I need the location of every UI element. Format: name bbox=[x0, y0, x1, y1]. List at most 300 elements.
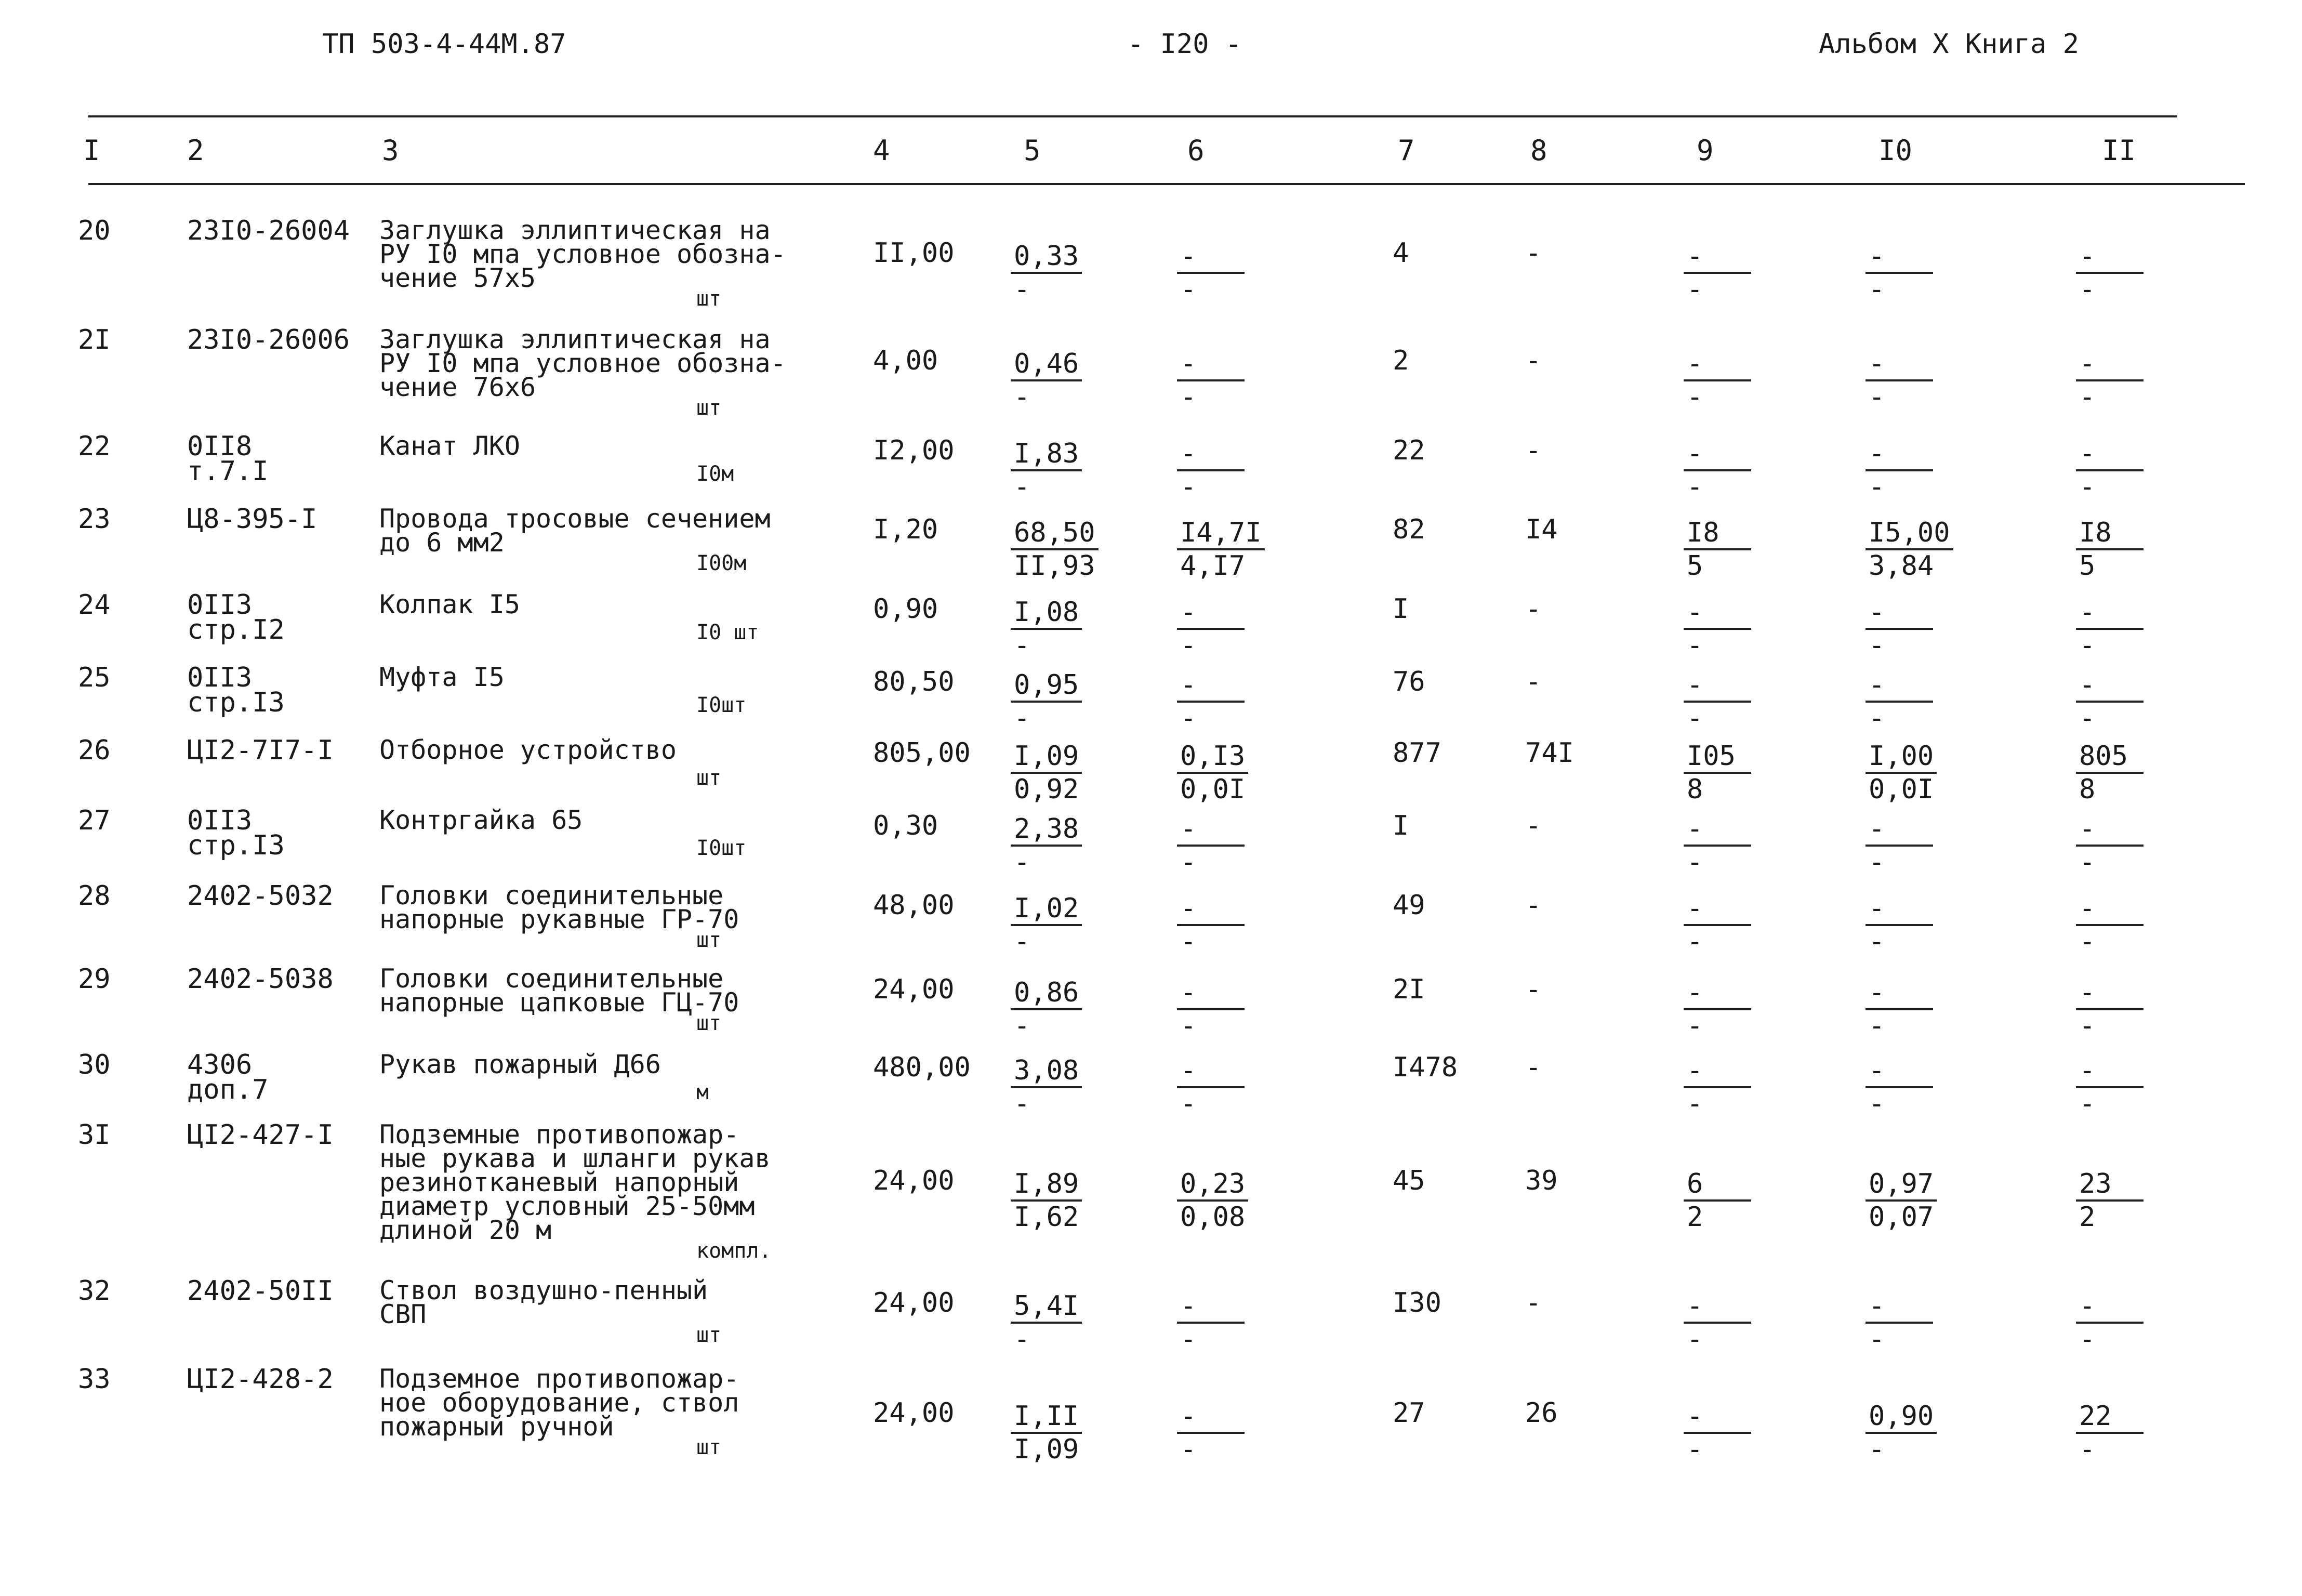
item-name bbox=[379, 1364, 739, 1442]
fraction-numerator: - bbox=[1177, 1055, 1245, 1088]
fraction-c5 bbox=[1011, 348, 1082, 413]
item-name bbox=[379, 662, 505, 692]
fraction-c5 bbox=[1011, 1055, 1082, 1119]
fraction-numerator: 22 bbox=[2076, 1401, 2144, 1434]
fraction-numerator: 0,86 bbox=[1011, 977, 1082, 1010]
fraction-numerator: - bbox=[1866, 669, 1933, 703]
fraction-denominator: - bbox=[1014, 381, 1030, 413]
fraction-numerator: - bbox=[1684, 348, 1751, 381]
fraction-c6 bbox=[1177, 893, 1245, 957]
item-code bbox=[187, 215, 350, 246]
fraction-numerator: - bbox=[2076, 813, 2144, 847]
fraction-numerator: - bbox=[2076, 348, 2144, 381]
item-unit: шт bbox=[696, 928, 722, 952]
fraction-denominator: - bbox=[1869, 630, 1885, 661]
fraction-c5 bbox=[1011, 813, 1082, 878]
item-name-line: Рукав пожарный Д66 bbox=[379, 1049, 661, 1079]
item-code bbox=[187, 589, 285, 645]
fraction-denominator: 0,0I bbox=[1180, 774, 1246, 805]
fraction-c11 bbox=[2076, 1290, 2144, 1355]
fraction-c5 bbox=[1011, 438, 1082, 503]
fraction-denominator: - bbox=[1180, 926, 1197, 957]
item-name-line: Канат ЛКО bbox=[379, 431, 520, 461]
fraction-numerator: - bbox=[1177, 348, 1245, 381]
item-name-line: РУ I0 мпа условное обозна- bbox=[379, 239, 786, 269]
fraction-c11 bbox=[2076, 893, 2144, 957]
fraction-denominator: - bbox=[1180, 630, 1197, 661]
item-name-line: ное оборудование, ствол bbox=[379, 1388, 739, 1418]
row-number: 25 bbox=[78, 662, 111, 693]
fraction-denominator: - bbox=[1180, 471, 1197, 503]
fraction-denominator: 2 bbox=[1687, 1202, 1703, 1233]
fraction-numerator: - bbox=[1866, 1290, 1933, 1324]
value-col-7: 76 bbox=[1393, 666, 1425, 697]
col-header-9: 9 bbox=[1697, 134, 1714, 167]
fraction-c10 bbox=[1866, 1055, 1933, 1119]
item-code bbox=[187, 1364, 334, 1395]
row-number: 28 bbox=[78, 880, 111, 912]
document-code: ТП 503-4-44М.87 bbox=[322, 29, 566, 60]
fraction-c10 bbox=[1866, 813, 1933, 878]
fraction-c9 bbox=[1684, 1290, 1751, 1355]
fraction-numerator: - bbox=[1866, 597, 1933, 630]
row-number: 30 bbox=[78, 1049, 111, 1080]
value-col-4: 24,00 bbox=[873, 1165, 955, 1196]
item-code-line: 2402-5038 bbox=[187, 964, 334, 995]
fraction-denominator: - bbox=[1687, 274, 1703, 305]
value-col-7: I bbox=[1393, 593, 1409, 625]
fraction-numerator: 6 bbox=[1684, 1168, 1751, 1202]
item-code bbox=[187, 735, 334, 766]
fraction-c5 bbox=[1011, 1401, 1082, 1465]
item-code-line: 23I0-26004 bbox=[187, 215, 350, 246]
row-number: 20 bbox=[78, 215, 111, 246]
fraction-numerator: - bbox=[1684, 597, 1751, 630]
item-unit: шт bbox=[696, 1011, 722, 1035]
item-name-line: ные рукава и шланги рукав bbox=[379, 1143, 771, 1173]
value-col-8: - bbox=[1525, 1052, 1542, 1083]
item-name-line: Подземное противопожар- bbox=[379, 1364, 739, 1394]
fraction-numerator: - bbox=[1684, 1055, 1751, 1088]
item-unit: I00м bbox=[696, 551, 747, 575]
fraction-c5 bbox=[1011, 669, 1082, 734]
fraction-c5 bbox=[1011, 977, 1082, 1041]
fraction-denominator: - bbox=[1014, 703, 1030, 734]
item-name bbox=[379, 324, 786, 402]
fraction-c11 bbox=[2076, 517, 2144, 582]
item-name-line: Колпак I5 bbox=[379, 589, 520, 619]
fraction-denominator: - bbox=[1014, 1010, 1030, 1041]
item-code bbox=[187, 1275, 334, 1307]
item-name bbox=[379, 589, 520, 619]
fraction-denominator: 0,0I bbox=[1869, 774, 1934, 805]
value-col-7: I30 bbox=[1393, 1287, 1441, 1318]
item-unit: шт bbox=[696, 287, 722, 311]
fraction-denominator: - bbox=[1180, 274, 1197, 305]
value-col-8: 74I bbox=[1525, 737, 1574, 769]
value-col-7: 82 bbox=[1393, 514, 1425, 545]
value-col-4: 24,00 bbox=[873, 1287, 955, 1318]
row-number: 3I bbox=[78, 1119, 111, 1151]
fraction-numerator: - bbox=[1866, 813, 1933, 847]
value-col-7: 49 bbox=[1393, 890, 1425, 921]
fraction-denominator: - bbox=[2079, 471, 2096, 503]
fraction-numerator: - bbox=[1177, 813, 1245, 847]
page-number: - I20 - bbox=[1128, 29, 1242, 60]
item-unit: I0шт bbox=[696, 693, 747, 717]
item-name-line: диаметр условный 25-50мм bbox=[379, 1191, 755, 1221]
item-unit: шт bbox=[696, 766, 722, 790]
item-name-line: Подземные противопожар- bbox=[379, 1119, 739, 1150]
fraction-numerator: I,02 bbox=[1011, 893, 1082, 926]
fraction-c9 bbox=[1684, 741, 1751, 805]
fraction-numerator: I,83 bbox=[1011, 438, 1082, 471]
item-code-line: 2402-5032 bbox=[187, 880, 334, 912]
fraction-denominator: - bbox=[1014, 274, 1030, 305]
fraction-denominator: 5 bbox=[1687, 550, 1703, 582]
item-code bbox=[187, 324, 350, 355]
fraction-c6 bbox=[1177, 1168, 1248, 1233]
item-code bbox=[187, 431, 269, 487]
fraction-numerator: - bbox=[2076, 669, 2144, 703]
item-name-line: напорные цапковые ГЦ-70 bbox=[379, 987, 739, 1018]
fraction-c10 bbox=[1866, 1290, 1933, 1355]
fraction-c10 bbox=[1866, 241, 1933, 305]
fraction-denominator: - bbox=[2079, 926, 2096, 957]
fraction-numerator: I,00 bbox=[1866, 741, 1937, 774]
fraction-denominator: - bbox=[1687, 471, 1703, 503]
value-col-8: 39 bbox=[1525, 1165, 1558, 1196]
fraction-denominator: 5 bbox=[2079, 550, 2096, 582]
fraction-denominator: - bbox=[2079, 381, 2096, 413]
fraction-numerator: - bbox=[2076, 977, 2144, 1010]
fraction-numerator: - bbox=[1684, 438, 1751, 471]
fraction-c6 bbox=[1177, 1290, 1245, 1355]
fraction-numerator: 805 bbox=[2076, 741, 2144, 774]
value-col-8: - bbox=[1525, 890, 1542, 921]
item-name bbox=[379, 1119, 771, 1245]
fraction-denominator: - bbox=[1014, 926, 1030, 957]
fraction-numerator: - bbox=[1684, 1401, 1751, 1434]
fraction-c9 bbox=[1684, 893, 1751, 957]
item-name-line: до 6 мм2 bbox=[379, 527, 505, 558]
fraction-denominator: 8 bbox=[2079, 774, 2096, 805]
value-col-8: - bbox=[1525, 593, 1542, 625]
fraction-denominator: - bbox=[2079, 703, 2096, 734]
item-code-line: ЦI2-427-I bbox=[187, 1119, 334, 1151]
item-unit: компл. bbox=[696, 1239, 772, 1263]
item-name bbox=[379, 1049, 661, 1079]
value-col-4: I,20 bbox=[873, 514, 938, 545]
item-code-line: стр.I3 bbox=[187, 830, 285, 861]
fraction-c10 bbox=[1866, 893, 1933, 957]
fraction-numerator: - bbox=[1684, 893, 1751, 926]
fraction-numerator: 0,33 bbox=[1011, 241, 1082, 274]
fraction-numerator: - bbox=[1684, 977, 1751, 1010]
fraction-denominator: - bbox=[1180, 1010, 1197, 1041]
fraction-c11 bbox=[2076, 813, 2144, 878]
row-number: 27 bbox=[78, 805, 111, 836]
fraction-numerator: - bbox=[1866, 977, 1933, 1010]
fraction-c9 bbox=[1684, 1168, 1751, 1233]
fraction-denominator: - bbox=[1180, 1324, 1197, 1355]
fraction-denominator: - bbox=[1014, 630, 1030, 661]
fraction-denominator: II,93 bbox=[1014, 550, 1095, 582]
fraction-numerator: I5,00 bbox=[1866, 517, 1953, 550]
col-header-8: 8 bbox=[1530, 134, 1547, 167]
fraction-c9 bbox=[1684, 977, 1751, 1041]
table-top-rule bbox=[88, 115, 2177, 117]
item-code-line: 0II3 bbox=[187, 662, 253, 693]
fraction-c10 bbox=[1866, 348, 1933, 413]
fraction-denominator: - bbox=[1869, 1010, 1885, 1041]
fraction-numerator: - bbox=[2076, 1055, 2144, 1088]
item-name-line: РУ I0 мпа условное обозна- bbox=[379, 348, 786, 378]
fraction-c11 bbox=[2076, 669, 2144, 734]
value-col-8: - bbox=[1525, 435, 1542, 466]
item-code-line: 0II3 bbox=[187, 805, 253, 836]
fraction-denominator: 8 bbox=[1687, 774, 1703, 805]
fraction-c9 bbox=[1684, 241, 1751, 305]
item-unit: I0шт bbox=[696, 836, 747, 860]
fraction-numerator: - bbox=[1177, 1290, 1245, 1324]
item-code-line: стр.I3 bbox=[187, 687, 285, 718]
item-name bbox=[379, 504, 771, 558]
fraction-numerator: - bbox=[2076, 438, 2144, 471]
item-code-line: 4306 bbox=[187, 1049, 253, 1080]
fraction-denominator: 3,84 bbox=[1869, 550, 1934, 582]
fraction-denominator: - bbox=[1180, 1088, 1197, 1119]
fraction-denominator: - bbox=[1687, 1434, 1703, 1465]
value-col-4: 24,00 bbox=[873, 1397, 955, 1429]
fraction-c11 bbox=[2076, 597, 2144, 661]
fraction-denominator: - bbox=[2079, 274, 2096, 305]
fraction-denominator: 0,07 bbox=[1869, 1202, 1934, 1233]
fraction-numerator: I05 bbox=[1684, 741, 1751, 774]
item-unit: шт bbox=[696, 1323, 722, 1347]
fraction-c9 bbox=[1684, 597, 1751, 661]
row-number: 2I bbox=[78, 324, 111, 355]
item-name bbox=[379, 735, 677, 765]
fraction-numerator: - bbox=[1177, 669, 1245, 703]
album-label: Альбом X Книга 2 bbox=[1819, 29, 2079, 60]
fraction-c10 bbox=[1866, 438, 1933, 503]
fraction-numerator: I,09 bbox=[1011, 741, 1082, 774]
fraction-c10 bbox=[1866, 741, 1937, 805]
fraction-denominator: - bbox=[1180, 1434, 1197, 1465]
value-col-7: I bbox=[1393, 810, 1409, 841]
value-col-4: 48,00 bbox=[873, 890, 955, 921]
item-code-line: т.7.I bbox=[187, 456, 269, 487]
value-col-4: I2,00 bbox=[873, 435, 955, 466]
fraction-c10 bbox=[1866, 977, 1933, 1041]
item-code bbox=[187, 504, 317, 535]
item-unit: шт bbox=[696, 396, 722, 420]
fraction-numerator: 0,46 bbox=[1011, 348, 1082, 381]
item-name bbox=[379, 964, 739, 1018]
value-col-4: 80,50 bbox=[873, 666, 955, 697]
item-name-line: напорные рукавные ГР-70 bbox=[379, 904, 739, 934]
fraction-denominator: - bbox=[1014, 1324, 1030, 1355]
fraction-numerator: - bbox=[1684, 241, 1751, 274]
col-header-2: 2 bbox=[187, 134, 204, 167]
fraction-denominator: - bbox=[2079, 1324, 2096, 1355]
fraction-numerator: - bbox=[1866, 438, 1933, 471]
value-col-8: - bbox=[1525, 810, 1542, 841]
fraction-denominator: - bbox=[1014, 847, 1030, 878]
fraction-numerator: 23 bbox=[2076, 1168, 2144, 1202]
fraction-denominator: - bbox=[1180, 847, 1197, 878]
fraction-denominator: - bbox=[2079, 1010, 2096, 1041]
fraction-numerator: - bbox=[1177, 893, 1245, 926]
fraction-denominator: - bbox=[1014, 471, 1030, 503]
fraction-denominator: - bbox=[1869, 847, 1885, 878]
fraction-c5 bbox=[1011, 741, 1082, 805]
fraction-numerator: - bbox=[1177, 438, 1245, 471]
item-code bbox=[187, 805, 285, 861]
item-name-line: Головки соединительные bbox=[379, 964, 724, 994]
value-col-7: 4 bbox=[1393, 238, 1409, 269]
fraction-c6 bbox=[1177, 348, 1245, 413]
fraction-numerator: I8 bbox=[2076, 517, 2144, 550]
item-unit: I0м bbox=[696, 462, 734, 486]
value-col-8: - bbox=[1525, 238, 1542, 269]
item-name-line: резинотканевый напорный bbox=[379, 1167, 739, 1197]
fraction-c6 bbox=[1177, 597, 1245, 661]
item-code-line: Ц8-395-I bbox=[187, 504, 317, 535]
value-col-7: 877 bbox=[1393, 737, 1441, 769]
row-number: 32 bbox=[78, 1275, 111, 1307]
fraction-c11 bbox=[2076, 438, 2144, 503]
fraction-denominator: - bbox=[1869, 1434, 1885, 1465]
fraction-numerator: 0,90 bbox=[1866, 1401, 1937, 1434]
item-code-line: 0II3 bbox=[187, 589, 253, 621]
value-col-7: I478 bbox=[1393, 1052, 1458, 1083]
fraction-numerator: I,II bbox=[1011, 1401, 1082, 1434]
item-code bbox=[187, 880, 334, 912]
fraction-numerator: 0,97 bbox=[1866, 1168, 1937, 1202]
fraction-c11 bbox=[2076, 348, 2144, 413]
value-col-8: - bbox=[1525, 974, 1542, 1005]
row-number: 26 bbox=[78, 735, 111, 766]
fraction-numerator: - bbox=[1177, 241, 1245, 274]
fraction-denominator: - bbox=[1869, 1324, 1885, 1355]
value-col-4: 805,00 bbox=[873, 737, 971, 769]
value-col-8: I4 bbox=[1525, 514, 1558, 545]
item-unit: I0 шт bbox=[696, 621, 759, 644]
fraction-denominator: - bbox=[1180, 703, 1197, 734]
fraction-numerator: 3,08 bbox=[1011, 1055, 1082, 1088]
col-header-3: 3 bbox=[382, 134, 399, 167]
fraction-c5 bbox=[1011, 597, 1082, 661]
fraction-denominator: - bbox=[1180, 381, 1197, 413]
item-code-line: ЦI2-428-2 bbox=[187, 1364, 334, 1395]
item-name-line: Ствол воздушно-пенный bbox=[379, 1275, 708, 1305]
item-name-line: Заглушка эллиптическая на bbox=[379, 324, 771, 354]
fraction-c10 bbox=[1866, 1168, 1937, 1233]
fraction-numerator: - bbox=[2076, 597, 2144, 630]
value-col-8: - bbox=[1525, 666, 1542, 697]
fraction-numerator: - bbox=[1684, 1290, 1751, 1324]
fraction-denominator: - bbox=[1869, 381, 1885, 413]
fraction-c6 bbox=[1177, 741, 1248, 805]
fraction-numerator: - bbox=[1177, 597, 1245, 630]
fraction-numerator: - bbox=[1866, 241, 1933, 274]
row-number: 24 bbox=[78, 589, 111, 621]
fraction-numerator: - bbox=[2076, 1290, 2144, 1324]
col-header-6: 6 bbox=[1187, 134, 1205, 167]
fraction-denominator: 0,08 bbox=[1180, 1202, 1246, 1233]
fraction-denominator: - bbox=[1687, 847, 1703, 878]
fraction-numerator: - bbox=[1866, 893, 1933, 926]
value-col-4: 24,00 bbox=[873, 974, 955, 1005]
value-col-7: 22 bbox=[1393, 435, 1425, 466]
item-name bbox=[379, 431, 520, 461]
col-header-1: I bbox=[83, 134, 100, 167]
fraction-numerator: 68,50 bbox=[1011, 517, 1099, 550]
item-unit: шт bbox=[696, 1435, 722, 1459]
fraction-denominator: 0,92 bbox=[1014, 774, 1079, 805]
fraction-denominator: - bbox=[1687, 1324, 1703, 1355]
item-name-line: чение 57х5 bbox=[379, 263, 536, 293]
fraction-denominator: - bbox=[1687, 630, 1703, 661]
value-col-4: 480,00 bbox=[873, 1052, 971, 1083]
col-header-10: I0 bbox=[1878, 134, 1913, 167]
fraction-c10 bbox=[1866, 517, 1953, 582]
fraction-c9 bbox=[1684, 348, 1751, 413]
fraction-numerator: - bbox=[1866, 1055, 1933, 1088]
fraction-c9 bbox=[1684, 438, 1751, 503]
fraction-c6 bbox=[1177, 241, 1245, 305]
fraction-numerator: 0,I3 bbox=[1177, 741, 1248, 774]
item-code-line: ЦI2-7I7-I bbox=[187, 735, 334, 766]
fraction-c9 bbox=[1684, 669, 1751, 734]
fraction-c11 bbox=[2076, 1401, 2144, 1465]
fraction-c10 bbox=[1866, 1401, 1937, 1465]
item-code-line: доп.7 bbox=[187, 1074, 269, 1105]
fraction-c11 bbox=[2076, 1168, 2144, 1233]
fraction-c10 bbox=[1866, 597, 1933, 661]
item-name-line: пожарный ручной bbox=[379, 1412, 614, 1442]
fraction-denominator: - bbox=[2079, 630, 2096, 661]
col-header-11: II bbox=[2102, 134, 2136, 167]
fraction-numerator: - bbox=[1866, 348, 1933, 381]
row-number: 22 bbox=[78, 431, 111, 462]
col-header-7: 7 bbox=[1398, 134, 1415, 167]
item-name-line: Контргайка 65 bbox=[379, 805, 583, 835]
row-number: 33 bbox=[78, 1364, 111, 1395]
item-code-line: 23I0-26006 bbox=[187, 324, 350, 355]
item-unit: м bbox=[696, 1080, 709, 1104]
fraction-c5 bbox=[1011, 1290, 1082, 1355]
fraction-c11 bbox=[2076, 741, 2144, 805]
fraction-numerator: - bbox=[2076, 241, 2144, 274]
fraction-denominator: - bbox=[1869, 926, 1885, 957]
fraction-numerator: - bbox=[1177, 977, 1245, 1010]
value-col-4: 0,30 bbox=[873, 810, 938, 841]
fraction-numerator: - bbox=[1684, 813, 1751, 847]
item-name bbox=[379, 880, 739, 934]
item-name bbox=[379, 215, 786, 293]
item-name bbox=[379, 1275, 708, 1329]
fraction-numerator: 0,23 bbox=[1177, 1168, 1248, 1202]
value-col-4: 0,90 bbox=[873, 593, 938, 625]
fraction-c9 bbox=[1684, 517, 1751, 582]
item-name bbox=[379, 805, 583, 835]
item-name-line: длиной 20 м bbox=[379, 1215, 552, 1245]
fraction-denominator: - bbox=[1869, 703, 1885, 734]
fraction-c6 bbox=[1177, 669, 1245, 734]
